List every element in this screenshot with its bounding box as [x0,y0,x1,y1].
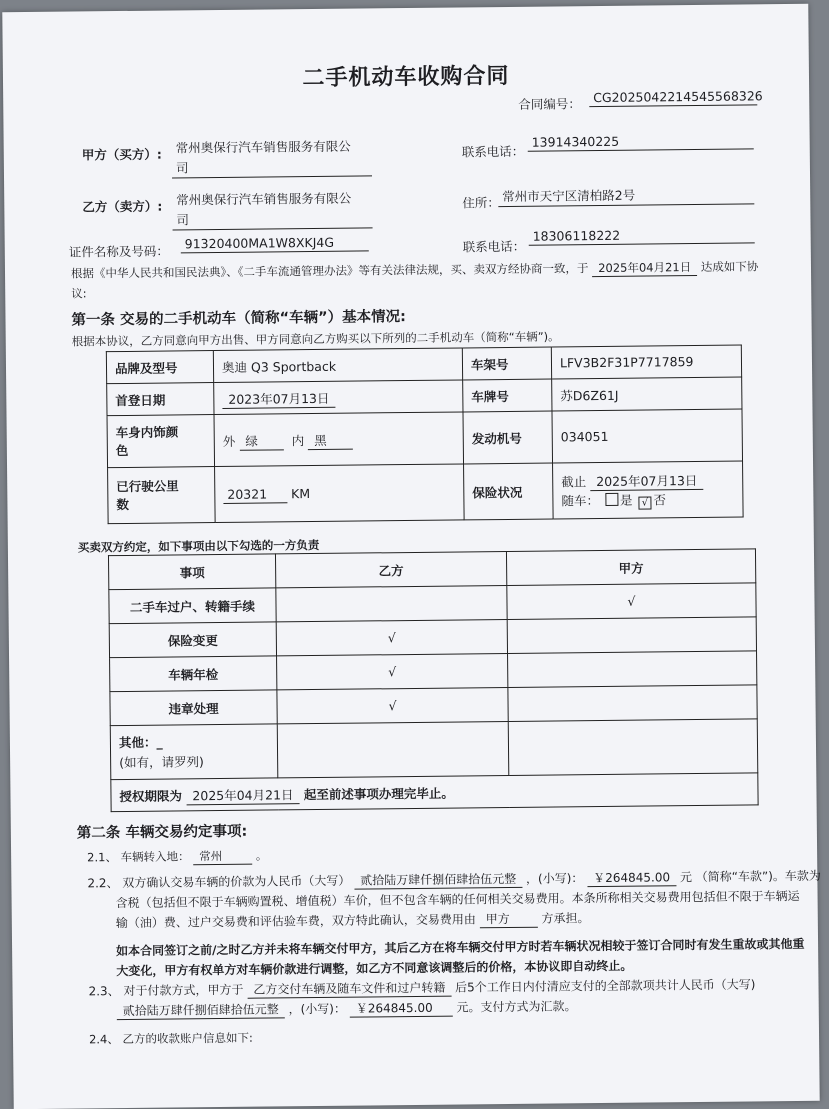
intro-part2: 达成如下协 [700,259,759,274]
seller-label: 乙方（卖方）: [82,198,163,215]
clause-2-1-end: 。 [255,848,268,863]
reg-date-label: 首登日期 [107,383,214,416]
insurance-label: 保险状况 [464,463,554,520]
clause-number: 2.3、 [88,984,120,999]
brand-value: 奥迪 Q3 Sportback [213,348,462,383]
clause-2-3-text-a: 对于付款方式，甲方于 [123,982,244,999]
engine-label: 发动机号 [463,411,553,464]
other-hint: (如有，请罗列) [119,753,204,770]
mileage-unit: KM [291,486,311,502]
contract-number-label: 合同编号： [518,96,581,112]
clause-2-3 [88,974,788,1021]
buyer-phone-label: 联系电话： [461,143,525,160]
clause-2-1 [87,848,267,866]
price-upper: 贰拾陆万肆仟捌佰肆拾伍元整 [354,872,522,890]
insurance-until-label: 截止 [561,473,587,489]
clause-2-2-line3b: 方承担。 [541,911,590,926]
deadline-date: 2025年04月21日 [186,787,299,805]
clause-2-2 [87,866,821,981]
clause-2-3-text-c: ，(小写)： [288,1001,347,1017]
mileage-label-2: 数 [116,496,130,512]
fee-party: 甲方 [480,912,538,929]
seller-name-line1: 常州奥保行汽车销售服务有限公 [176,190,352,208]
row-party-b [276,585,507,621]
color-label-1: 车身内饰颜 [115,423,179,440]
buyer-phone-value: 13914340225 [528,132,754,151]
intro-part3: 议: [71,286,87,301]
article1-heading: 第一条 交易的二手机动车（简称“车辆”）基本情况: [71,309,406,329]
payment-upper: 贰拾陆万肆仟捌佰肆拾伍元整 [117,1002,285,1020]
intro-date: 2025年04月21日 [592,260,697,277]
deadline-label: 授权期限为 [119,787,183,804]
seller-phone-value: 18306118222 [529,226,755,245]
row-party-a: √ [507,583,756,620]
clause-2-2-text-b: ，(小写)： [525,871,584,886]
contract-page [2,4,819,1109]
id-label: 证件名称及号码： [68,243,169,260]
interior-color: 黑 [308,432,353,449]
option-no-label: 否 [653,491,667,507]
clause-2-4-text: 乙方的收款账户信息如下: [122,1030,253,1047]
insurance-with-car-label: 随车： [561,492,600,508]
vin-value: LFV3B2F31P7717859 [551,345,741,379]
seller-phone-label: 联系电话： [462,238,526,255]
clause-2-2-bold2: 大变化，甲方有权单方对车辆价款进行调整，如乙方不同意该调整后的价格，本协议即自动终止。 [116,958,633,979]
intro-text [71,258,758,281]
clause-2-2-line3a: 输（油）费、过户交易费和评估验车费，双方特此确认，交易费用由 [115,912,476,931]
clause-2-1-text: 车辆转入地： [120,849,190,865]
row-item: 二手车过户、转籍手续 [109,588,276,624]
clause-2-2-line2: 含税（包括但不限于车辆购置税、增值税）车价，但不包含车辆的任何相关交易费用。本条所称相关交易费用包括但不限于车辆运 [115,888,800,911]
reg-date-value: 2023年07月13日 [222,390,335,408]
document-title: 二手机动车收购合同 [302,63,510,92]
article1-intro: 根据本协议，乙方同意向甲方出售、甲方同意向乙方购买以下所列的二手机动车（简称“车辆”)。 [71,329,560,349]
clause-2-2-text-a: 双方确认交易车辆的价款为人民币（大写） [122,873,351,891]
color-label-2: 色 [115,442,129,458]
plate-value: 苏D6Z61J [552,377,742,411]
interior-prefix: 内 [291,432,305,448]
mileage-value: 20321 [223,486,287,504]
checkbox-yes[interactable] [605,492,618,505]
address-label: 住所： [462,195,500,211]
clause-number: 2.4、 [88,1032,119,1047]
id-value: 91320400MA1W8XKJ4G [181,234,369,253]
insurance-until-value: 2025年07月13日 [590,472,703,490]
clause-2-4 [89,1030,253,1048]
clause-number: 2.1、 [87,850,118,865]
seller-name-line2: 司 [172,208,372,230]
buyer-label: 甲方（买方）: [81,146,162,163]
option-yes-label: 是 [619,492,633,508]
row-party-b: √ [277,687,508,723]
destination-value: 常州 [193,849,252,866]
vin-label: 车架号 [462,347,551,380]
row-item: 车辆年检 [110,656,277,692]
responsibility-table [108,548,759,812]
payment-condition: 乙方交付车辆及随车文件和过户转籍 [247,981,451,999]
plate-label: 车牌号 [463,379,552,412]
responsibility-note: 买卖双方约定，如下事项由以下勾选的一方负责 [77,537,320,555]
col-party-a-header: 甲方 [506,549,755,586]
row-item: 违章处理 [110,690,277,726]
clause-2-3-text-d: 元。支付方式为汇款。 [456,999,577,1015]
engine-value: 034051 [552,409,743,463]
row-party-a [508,651,757,688]
clause-2-3-text-b: 后5个工作日内付清应支付的全部款项共计人民币（大写) [455,977,756,995]
mileage-label-1: 已行驶公里 [116,477,179,494]
contract-number-value: CG2025042214545568326 [589,88,757,107]
row-party-b: √ [277,653,508,689]
article2-heading: 第二条 车辆交易约定事项: [76,823,248,842]
clause-number: 2.2、 [87,876,119,891]
row-item: 保险变更 [109,622,276,658]
deadline-suffix: 起至前述事项办理完毕止。 [303,785,454,802]
vehicle-info-table [106,345,744,525]
exterior-prefix: 外 [222,433,236,449]
row-party-a [507,617,756,654]
row-party-a [508,685,757,722]
buyer-name-line2: 司 [172,156,372,178]
clause-2-2-text-c: 元 （简称“车款”)。车款为 [679,868,821,885]
checkbox-no[interactable]: √ [638,496,651,509]
payment-lower: ￥264845.00 [350,1001,453,1018]
clause-2-2-bold1: 如本合同签订之前/之时乙方并未将车辆交付甲方，其后乙方在将车辆交付甲方时若车辆状况相较于签订合同时有发生重故或其他重 [116,936,805,959]
row-party-b: √ [276,619,507,655]
address-value: 常州市天宁区清柏路2号 [498,184,754,207]
price-lower: ￥264845.00 [587,870,676,887]
intro-part1: 根据《中华人民共和国民法典》、《二手车流通管理办法》等有关法律法规，买、卖双方经协商一致，于 [70,261,589,281]
exterior-color: 绿 [239,433,284,450]
col-party-b-header: 乙方 [275,552,506,588]
other-label: 其他：_ [118,734,163,750]
col-item-header: 事项 [108,554,275,590]
brand-label: 品牌及型号 [106,351,213,384]
buyer-name-line1: 常州奥保行汽车销售服务有限公 [175,138,351,156]
